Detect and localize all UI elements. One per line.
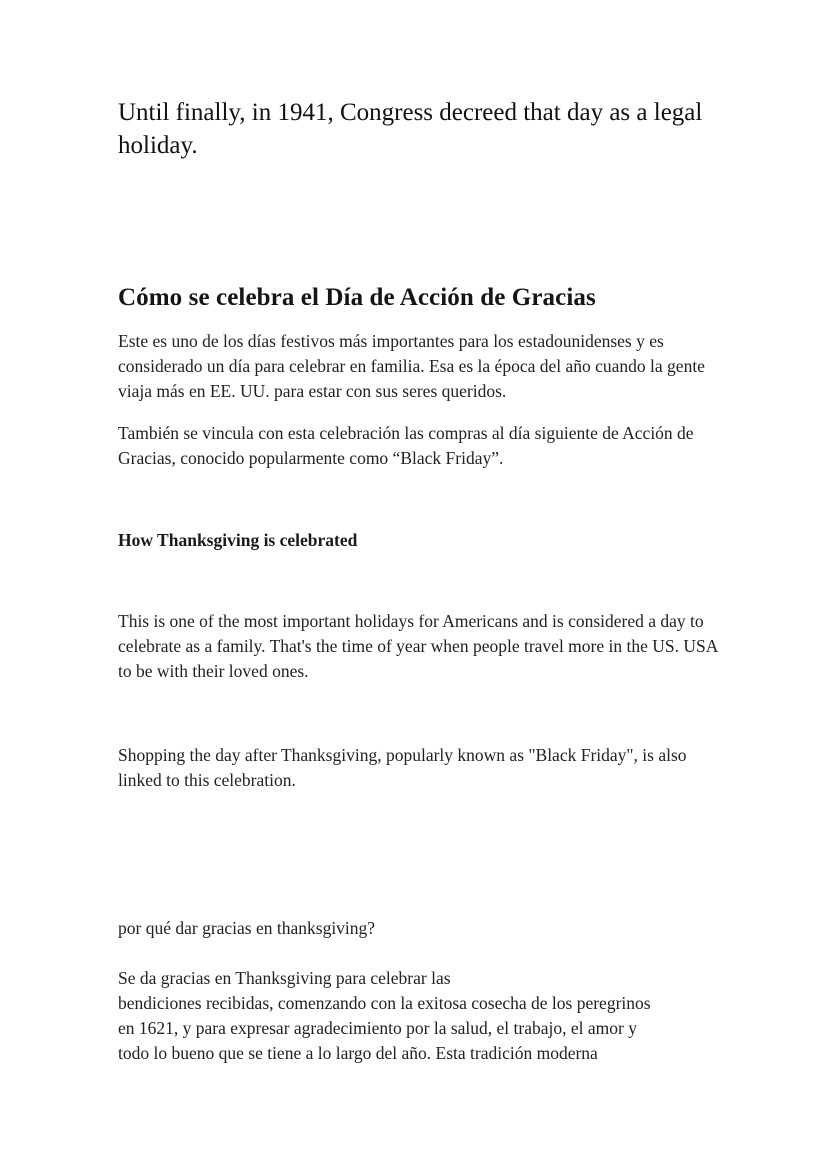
section-heading-spanish: Cómo se celebra el Día de Acción de Gracias (118, 284, 596, 311)
answer-line: en 1621, y para expresar agradecimiento por la salud, el trabajo, el amor y (118, 1018, 637, 1038)
intro-paragraph: Until finally, in 1941, Congress decreed that day as a legal holiday. (118, 99, 703, 159)
answer-line: todo lo bueno que se tiene a lo largo del año. Esta tradición moderna (118, 1043, 598, 1063)
question-line: por qué dar gracias en thanksgiving? (118, 918, 376, 938)
paragraph-english-2: Shopping the day after Thanksgiving, popularly known as "Black Friday", is also linked to this celebration. (118, 745, 687, 790)
paragraph-spanish-1: Este es uno de los días festivos más importantes para los estadounidenses y es considerado un día para celebrar en familia. Esa es la época del año cuando la gente viaja más en EE. UU. para estar con sus seres queridos. (118, 331, 705, 401)
answer-line: bendiciones recibidas, comenzando con la exitosa cosecha de los peregrinos (118, 993, 651, 1013)
section-heading-english: How Thanksgiving is celebrated (118, 530, 358, 550)
answer-line: Se da gracias en Thanksgiving para celebrar las (118, 968, 451, 988)
paragraph-spanish-2: También se vincula con esta celebración las compras al día siguiente de Acción de Gracias, conocido popularmente como “Black Friday”. (118, 423, 694, 468)
paragraph-english-1: This is one of the most important holidays for Americans and is considered a day to celebrate as a family. That's the time of year when people travel more in the US. USA to be with their loved ones. (118, 611, 718, 681)
answer-paragraph (118, 966, 728, 1066)
